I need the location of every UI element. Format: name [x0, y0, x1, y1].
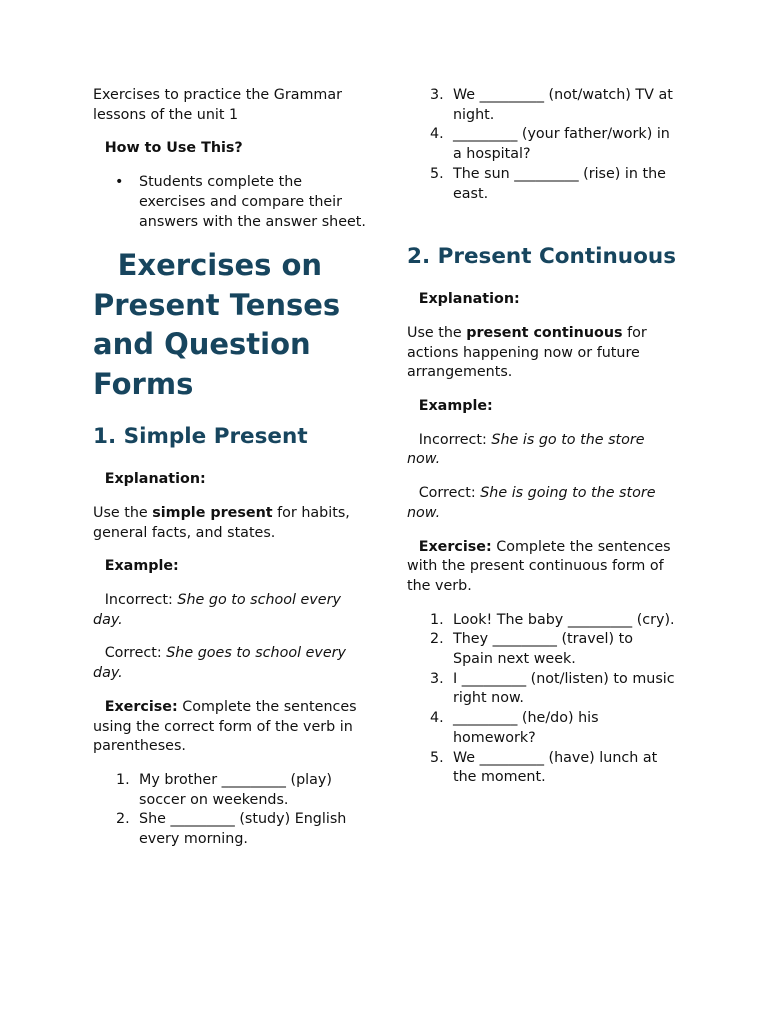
list-item — [407, 749, 677, 788]
list-item — [407, 630, 677, 669]
section-heading-present-continuous: 2. Present Continuous — [407, 244, 676, 270]
item-text: _________ (he/do) his homework? — [453, 710, 599, 746]
correct-sentence: She goes to school every day. — [93, 645, 346, 682]
exercise-list-part-1 — [93, 771, 368, 850]
how-to-label: How to Use This? — [104, 140, 243, 157]
item-text: Look! The baby _________ (cry). — [453, 611, 675, 628]
explanation-text — [93, 504, 368, 543]
right-column — [407, 86, 677, 802]
item-number: 3. — [430, 87, 444, 103]
left-column — [93, 86, 368, 864]
correct-sentence: She is going to the store now. — [407, 485, 656, 521]
section-heading-simple-present: 1. Simple Present — [93, 424, 308, 450]
how-to-heading — [93, 139, 368, 159]
item-number: 2. — [116, 811, 130, 828]
correct-example — [93, 644, 368, 683]
item-text: I _________ (not/listen) to music right now. — [453, 670, 675, 707]
item-number: 5. — [430, 749, 444, 766]
correct-label: Correct: — [418, 485, 481, 502]
list-item — [407, 670, 677, 709]
exercise-list-present-continuous — [407, 611, 677, 788]
explanation-text-post: for habits, general facts, and states. — [93, 504, 350, 541]
item-number: 3. — [430, 670, 444, 687]
item-text: We _________ (not/watch) TV at night. — [453, 87, 673, 123]
list-item — [407, 709, 677, 748]
list-item — [407, 86, 677, 125]
exercise-label: Exercise: — [418, 538, 492, 555]
explanation-term: present continuous — [466, 324, 623, 341]
item-text: My brother _________ (play) soccer on weekends. — [139, 771, 332, 808]
example-label: Example: — [104, 558, 179, 575]
explanation-text — [407, 324, 677, 383]
explanation-heading — [93, 470, 368, 490]
item-text: We _________ (have) lunch at the moment. — [453, 749, 658, 786]
correct-example — [407, 484, 677, 523]
list-item — [93, 810, 368, 849]
incorrect-example — [93, 591, 368, 630]
item-number: 4. — [430, 710, 444, 727]
exercise-instructions — [93, 698, 368, 757]
main-title-text: Exercises on Present Tenses and Question Forms — [93, 248, 341, 401]
example-label: Example: — [418, 398, 493, 415]
item-number: 5. — [430, 165, 444, 182]
explanation-label: Explanation: — [104, 471, 206, 488]
explanation-term: simple present — [152, 504, 273, 521]
item-text: They _________ (travel) to Spain next week. — [453, 631, 634, 668]
item-text: _________ (your father/work) in a hospital? — [453, 126, 670, 163]
item-number: 4. — [430, 126, 444, 143]
item-text: The sun _________ (rise) in the east. — [453, 165, 666, 202]
explanation-heading — [407, 290, 677, 310]
correct-label: Correct: — [104, 645, 167, 662]
exercise-text: Complete the sentences using the correct form of the verb in parentheses. — [93, 698, 357, 755]
explanation-text-pre: Use the — [93, 504, 153, 521]
list-item — [407, 611, 677, 631]
item-number: 1. — [116, 771, 130, 788]
example-heading — [93, 557, 368, 577]
list-item — [407, 125, 677, 164]
incorrect-sentence: She is go to the store now. — [407, 431, 645, 468]
incorrect-sentence: She go to school every day. — [93, 592, 341, 628]
list-item — [407, 165, 677, 204]
exercise-list-part-2 — [407, 86, 677, 204]
explanation-label: Explanation: — [418, 291, 520, 308]
incorrect-label: Incorrect: — [418, 431, 492, 448]
item-number: 2. — [430, 631, 444, 648]
intro-text: Exercises to practice the Grammar lessons of the unit 1 — [93, 87, 342, 123]
item-text: She _________ (study) English every morning. — [139, 811, 347, 848]
exercise-label: Exercise: — [104, 698, 178, 715]
example-heading — [407, 397, 677, 417]
list-item — [93, 771, 368, 810]
main-title — [93, 246, 368, 404]
how-to-list — [93, 173, 368, 232]
exercise-text: Complete the sentences with the present continuous form of the verb. — [407, 538, 671, 594]
explanation-text-post: for actions happening now or future arrangements. — [407, 324, 647, 381]
explanation-text-pre: Use the — [407, 324, 467, 341]
incorrect-example — [407, 431, 677, 470]
list-item: • Students complete the exercises and compare their answers with the answer sheet. — [139, 173, 368, 232]
incorrect-label: Incorrect: — [104, 592, 178, 609]
item-number: 1. — [430, 611, 444, 628]
exercise-instructions — [407, 538, 677, 597]
